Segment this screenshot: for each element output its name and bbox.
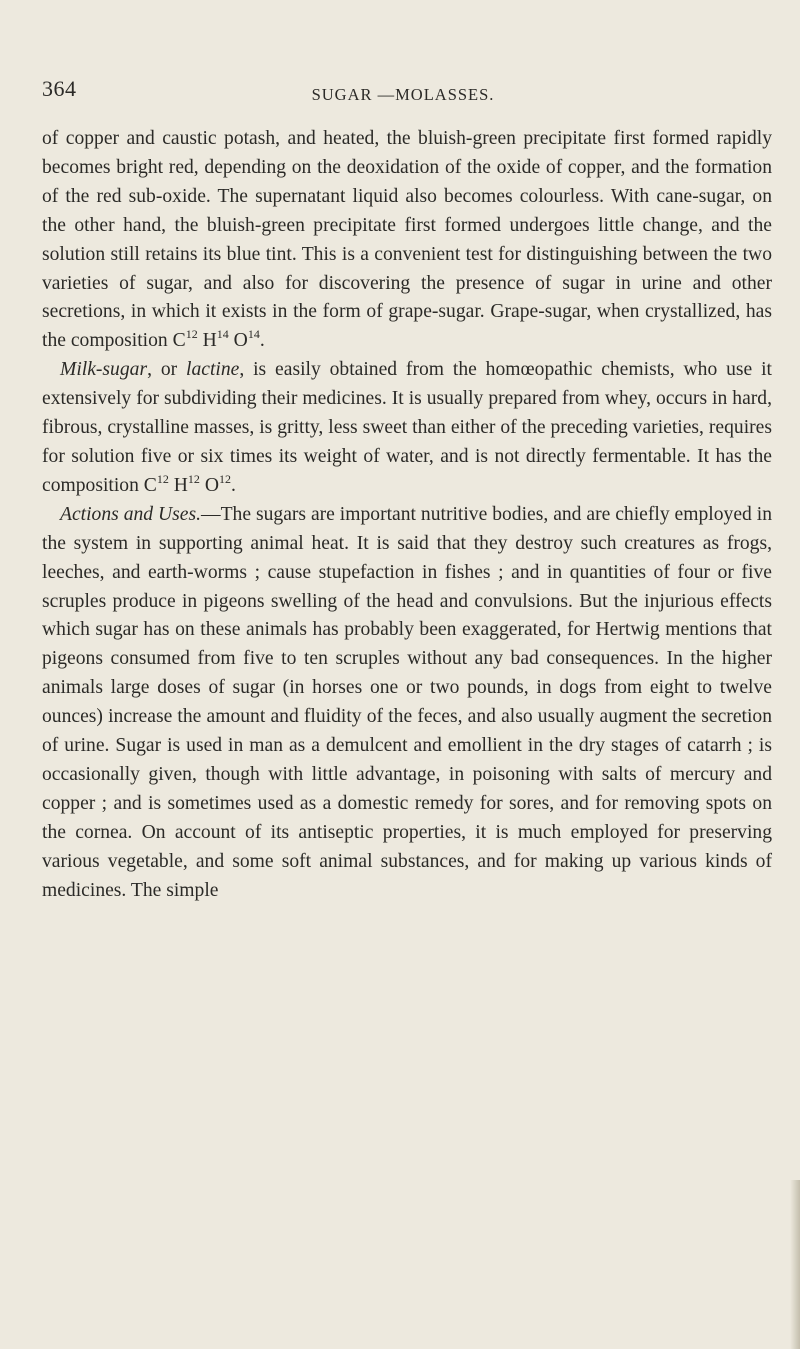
paragraph-milk-sugar: Milk-sugar, or lactine, is easily obtained from the homœopathic chemists, who use it extensively for subdividing their medicines. It is usually prepared from whey, occurs in hard, fibrous, crystalline masses, is gritty, less sweet than either of the preceding varieties, requires for solution five or six times its weight of water, and is not directly fermentable. It has the composition $C^{12}$ $H^{12}$ $O^{12}$. [42, 359, 772, 496]
chemical-formula-grape-sugar: $C^{12}$ $H^{14}$ $O^{14}$. [172, 327, 265, 352]
page-number: 364 [42, 76, 77, 101]
term-lactine: lactine [186, 359, 240, 381]
page-edge-shadow [790, 1180, 800, 1349]
section-heading-actions-and-uses: Actions and Uses. [60, 503, 201, 525]
paragraph-grape-sugar [42, 125, 772, 356]
paragraph-text: of copper and caustic potash, and heated, the bluish-green precipitate first formed rapidly becomes bright red, depending on the deoxidation of the oxide of copper, and the formation of the red sub-oxide. The supernatant liquid also becomes colourless. With cane-sugar, on the other hand, the bluish-green precipitate first formed undergoes little change, and the solution still retains its blue tint. This is a convenient test for distinguishing between the two varieties of sugar, and also for discovering the presence of sugar in urine and other secretions, in which it exists in the form of grape-sugar. Grape-sugar, when crystallized, has the composition [42, 128, 772, 352]
paragraph-text: , is easily obtained from the homœopathic chemists, who use it extensively for subdividing their medicines. It is usually prepared from whey, occurs in hard, fibrous, crystalline masses, is gritty, less sweet than either of the preceding varieties, requires for solution five or six times its weight of water, and is not directly fermentable. It has the composition [42, 359, 772, 496]
chemical-formula-milk-sugar: $C^{12}$ $H^{12}$ $O^{12}$. [143, 471, 236, 496]
paragraph-actions-and-uses [42, 501, 772, 906]
body-text [42, 125, 772, 905]
running-head: SUGAR —MOLASSES. [311, 85, 495, 104]
term-milk-sugar: Milk-sugar [60, 359, 148, 381]
paragraph-text: —The sugars are important nutritive bodies, and are chiefly employed in the system in supporting animal heat. It is said that they destroy such creatures as frogs, leeches, and earth-worms ; cause stupefaction in fishes ; and in quantities of four or five scruples produce in pigeons swelling of the head and convulsions. But the injurious effects which sugar has on these animals has probably been exaggerated, for Hertwig mentions that pigeons consumed from five to ten scruples without any bad consequences. In the higher animals large doses of sugar (in horses one or two pounds, in dogs from eight to twelve ounces) increase the amount and fluidity of the feces, and also usually augment the secretion of urine. Sugar is used in man as a demulcent and emollient in the dry stages of catarrh ; is occasionally given, though with little advantage, in poisoning with salts of mercury and copper ; and is sometimes used as a domestic remedy for sores, and for removing spots on the cornea. On account of its antiseptic properties, it is much employed for preserving various vegetable, and some soft animal substances, and for making up various kinds of medicines. The simple [42, 503, 772, 901]
